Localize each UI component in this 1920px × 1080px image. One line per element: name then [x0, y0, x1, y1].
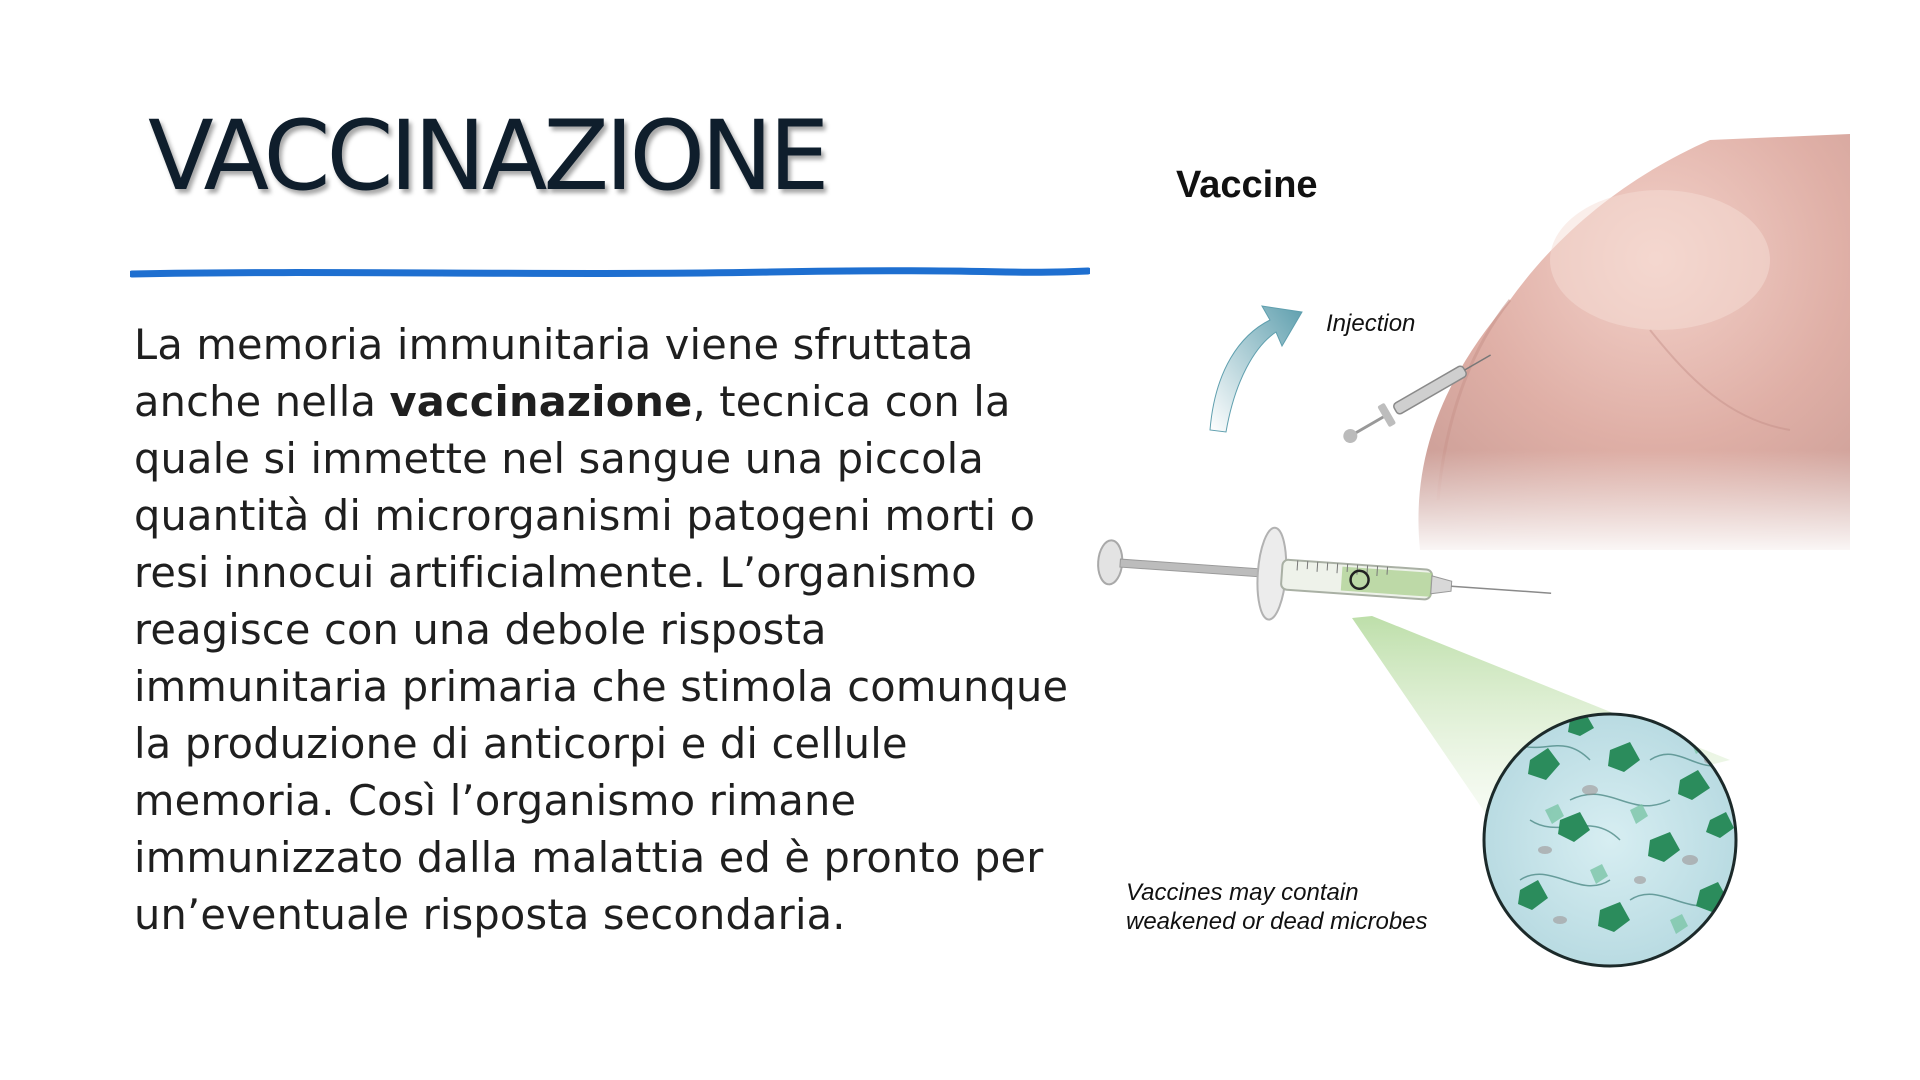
- slide-title: VACCINAZIONE: [148, 100, 826, 212]
- magnified-microbes-image: [1484, 714, 1736, 966]
- vaccine-illustration: [1090, 120, 1870, 1050]
- title-divider: [130, 266, 1090, 280]
- body-paragraph: [134, 316, 1094, 943]
- caption-line-2: weakened or dead microbes: [1126, 908, 1428, 935]
- injection-label: Injection: [1326, 310, 1416, 337]
- figure-title: Vaccine: [1176, 164, 1318, 206]
- curved-arrow-icon: [1210, 306, 1302, 432]
- body-text-after: , tecnica con la quale si immette nel sangue una piccola quantità di microrganismi patogeni morti o resi innocui artificialmente. L’organismo reagisce con una debole risposta immunitaria primaria che stimola comunque la produzione di anticorpi e di cellule memoria. Così l’organismo rimane immunizzato dalla malattia ed è pronto per un’eventuale risposta secondaria.: [134, 377, 1069, 939]
- body-text-before: La memoria immunitaria viene sfruttata anche nella: [134, 320, 974, 426]
- caption-line-1: Vaccines may contain: [1126, 879, 1359, 906]
- figure-caption: [1126, 878, 1506, 936]
- body-bold-term: vaccinazione: [389, 377, 693, 426]
- shoulder-image: [1390, 134, 1860, 560]
